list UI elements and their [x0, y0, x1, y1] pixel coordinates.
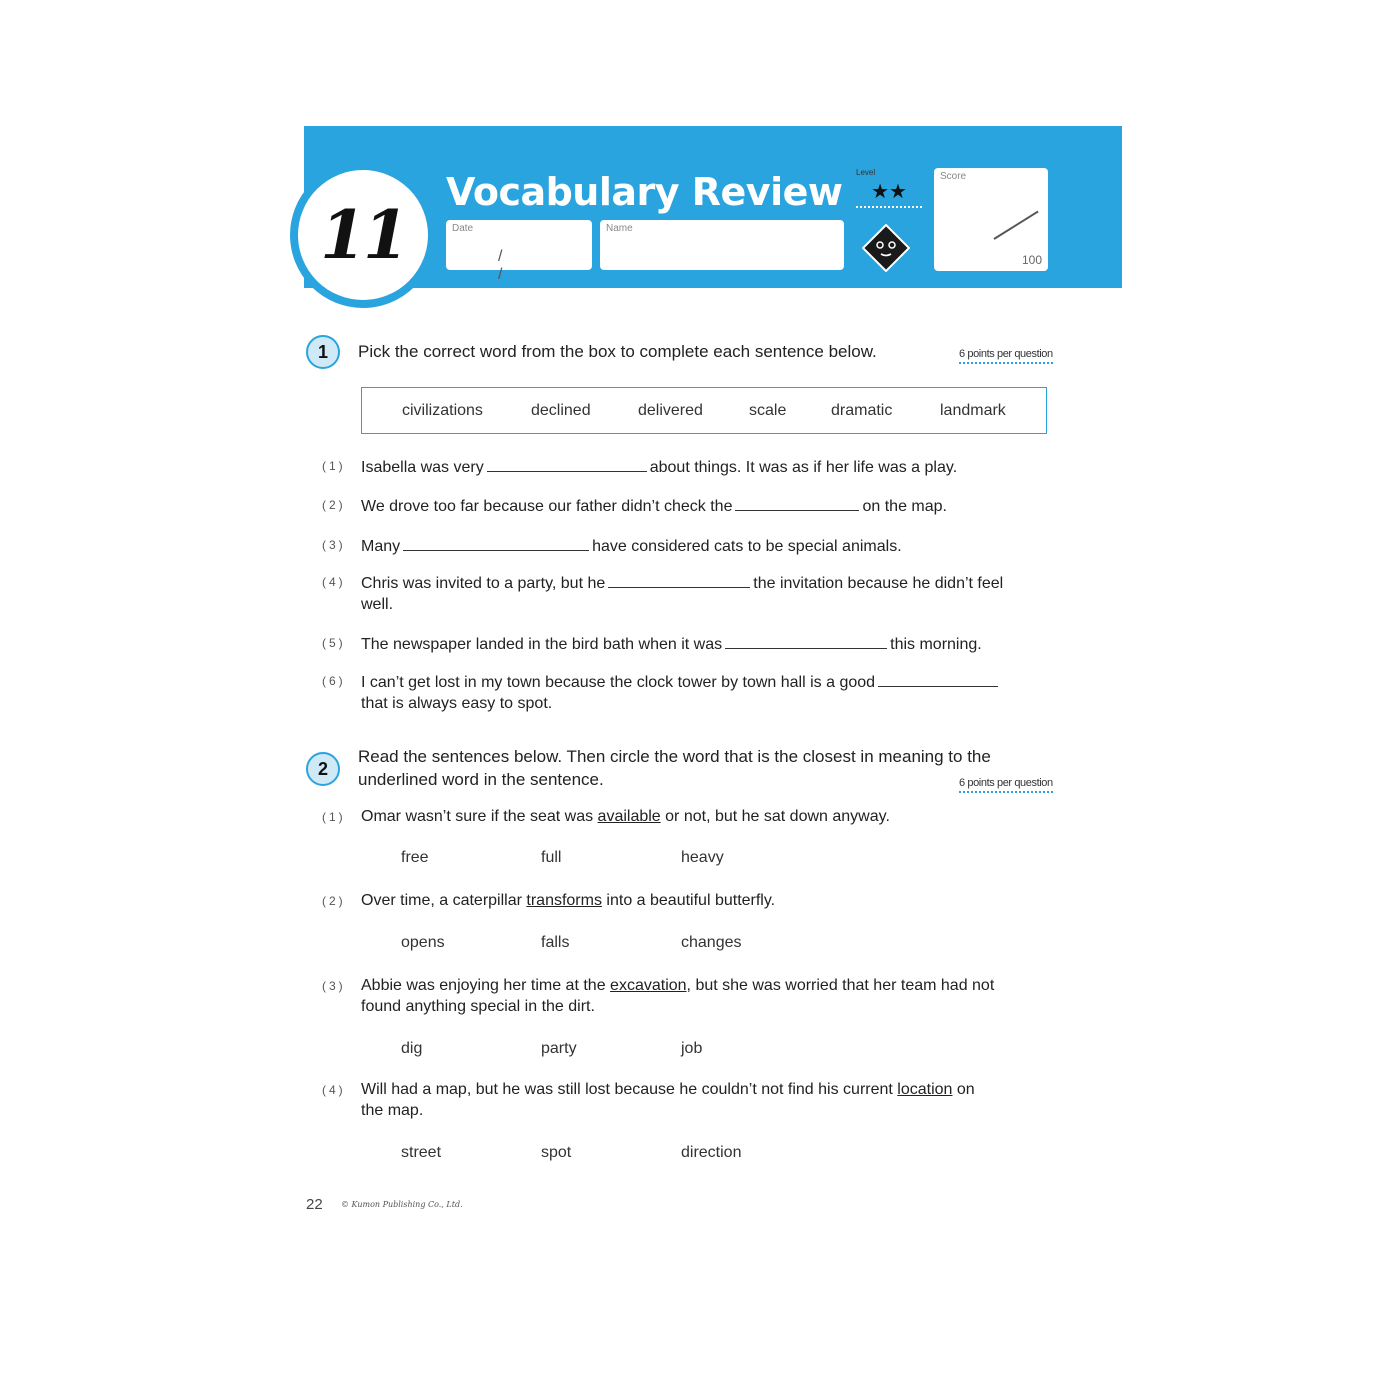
underlined-word: location: [897, 1081, 953, 1098]
answer-blank[interactable]: [725, 632, 887, 649]
question-text: Omar wasn’t sure if the seat was available or not, but he sat down anyway.: [361, 808, 890, 825]
question-text: Many have considered cats to be special animals.: [361, 534, 902, 557]
name-label: Name: [606, 223, 633, 234]
question-text: Over time, a caterpillar transforms into a beautiful butterfly.: [361, 892, 776, 909]
answer-choice[interactable]: spot: [541, 1144, 572, 1161]
word-bank-item: dramatic: [831, 402, 893, 419]
answer-choice[interactable]: free: [401, 849, 429, 866]
answer-blank[interactable]: [735, 494, 859, 511]
word-bank-item: scale: [749, 402, 787, 419]
score-label: Score: [940, 171, 967, 182]
question-text: I can’t get lost in my town because the clock tower by town hall is a good that is always easy to spot.: [361, 670, 1001, 714]
score-divider: [993, 211, 1038, 240]
word-bank-item: civilizations: [402, 402, 483, 419]
section-1-badge: 1: [306, 335, 340, 369]
page-title: Vocabulary Review: [446, 170, 843, 214]
question-number: (6): [322, 674, 346, 688]
question-text: Will had a map, but he was still lost because he couldn’t not find his current location on the map.: [361, 1081, 975, 1119]
level-stars-icon: ★★: [856, 178, 922, 208]
copyright-notice: © Kumon Publishing Co., Ltd.: [341, 1200, 463, 1209]
answer-choice[interactable]: full: [541, 849, 562, 866]
date-separators: / /: [498, 248, 537, 283]
word-bank-item: landmark: [940, 402, 1006, 419]
underlined-word: excavation: [610, 977, 687, 994]
question-number: (4): [322, 1083, 346, 1097]
answer-choice[interactable]: dig: [401, 1040, 423, 1057]
question-number: (1): [322, 459, 346, 473]
section-1-points: 6 points per question: [959, 348, 1053, 364]
answer-choice[interactable]: heavy: [681, 849, 724, 866]
diamond-face-icon: [862, 224, 910, 272]
underlined-word: available: [597, 808, 661, 825]
question-text: Isabella was very about things. It was as if her life was a play.: [361, 455, 957, 478]
answer-choice[interactable]: street: [401, 1144, 442, 1161]
page-number: 22: [306, 1196, 323, 1213]
section-1-instruction: Pick the correct word from the box to complete each sentence below.: [358, 342, 877, 361]
section-2-instruction: Read the sentences below. Then circle the word that is the closest in meaning to the underlined word in the sentence.: [358, 747, 991, 789]
section-2-badge: 2: [306, 752, 340, 786]
date-label: Date: [452, 223, 474, 234]
lesson-number-circle: [290, 162, 436, 308]
word-bank-item: declined: [531, 402, 591, 419]
answer-blank[interactable]: [403, 534, 589, 551]
question-text: Chris was invited to a party, but he the invitation because he didn’t feel well.: [361, 571, 1003, 615]
answer-choice[interactable]: job: [681, 1040, 703, 1057]
word-bank-box: [361, 387, 1047, 434]
question-text: Abbie was enjoying her time at the excavation, but she was worried that her team had not found anything special in the dirt.: [361, 977, 995, 1015]
question-number: (4): [322, 575, 346, 589]
level-label: Level: [856, 168, 876, 177]
lesson-number: 11: [320, 196, 406, 274]
underlined-word: transforms: [526, 892, 602, 909]
question-text: We drove too far because our father didn’t check the on the map.: [361, 494, 947, 517]
answer-choice[interactable]: changes: [681, 934, 742, 951]
question-number: (3): [322, 979, 346, 993]
answer-blank[interactable]: [878, 670, 998, 687]
word-bank-item: delivered: [638, 402, 703, 419]
question-number: (2): [322, 894, 346, 908]
question-number: (1): [322, 810, 346, 824]
question-text: The newspaper landed in the bird bath when it was this morning.: [361, 632, 982, 655]
answer-choice[interactable]: direction: [681, 1144, 742, 1161]
answer-choice[interactable]: party: [541, 1040, 577, 1057]
answer-blank[interactable]: [487, 455, 647, 472]
question-number: (5): [322, 636, 346, 650]
question-number: (3): [322, 538, 346, 552]
name-field[interactable]: [600, 220, 844, 270]
score-max: 100: [1021, 253, 1042, 267]
question-number: (2): [322, 498, 346, 512]
answer-blank[interactable]: [608, 571, 750, 588]
answer-choice[interactable]: falls: [541, 934, 570, 951]
section-2-points: 6 points per question: [959, 777, 1053, 793]
score-field[interactable]: [934, 168, 1048, 271]
answer-choice[interactable]: opens: [401, 934, 445, 951]
date-field[interactable]: [446, 220, 592, 283]
